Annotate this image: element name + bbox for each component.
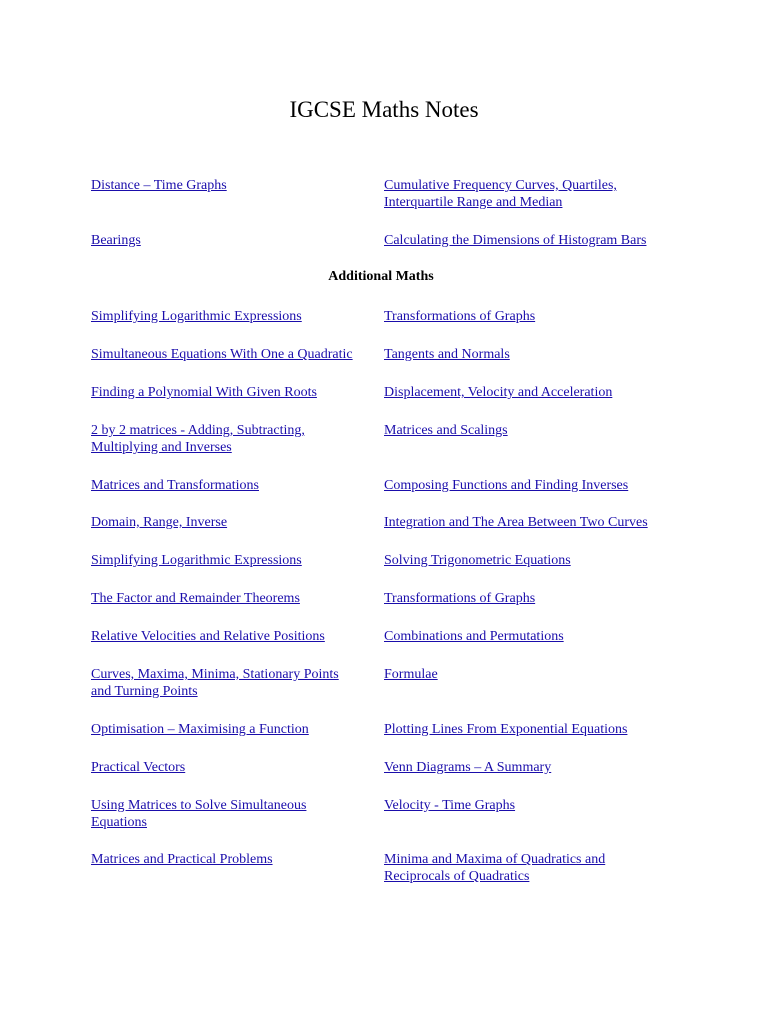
link-venn-diagrams[interactable]: Venn Diagrams – A Summary [384, 760, 552, 775]
link-optimisation[interactable]: Optimisation – Maximising a Function [91, 722, 309, 737]
link-line: 2 by 2 matrices - Adding, Subtracting, [91, 423, 305, 438]
link-combinations-permutations[interactable]: Combinations and Permutations [384, 629, 564, 644]
link-2x2-matrices[interactable] [91, 422, 305, 456]
link-line: Curves, Maxima, Minima, Stationary Points [91, 667, 339, 682]
section-heading-additional-maths: Additional Maths [328, 269, 434, 284]
link-factor-remainder[interactable]: The Factor and Remainder Theorems [91, 591, 300, 606]
link-domain-range-inverse[interactable]: Domain, Range, Inverse [91, 515, 228, 530]
link-line: Reciprocals of Quadratics [384, 869, 530, 884]
link-transformations-graphs-1[interactable]: Transformations of Graphs [384, 309, 536, 324]
link-distance-time-graphs[interactable]: Distance – Time Graphs [91, 178, 227, 193]
page-title: IGCSE Maths Notes [289, 97, 479, 122]
link-practical-vectors[interactable]: Practical Vectors [91, 760, 186, 775]
link-simultaneous-quadratic[interactable]: Simultaneous Equations With One a Quadratic [91, 347, 353, 362]
link-transformations-graphs-2[interactable]: Transformations of Graphs [384, 591, 536, 606]
link-minima-maxima-quadratics[interactable] [384, 851, 605, 885]
link-bearings[interactable]: Bearings [91, 233, 141, 248]
link-velocity-time-graphs[interactable]: Velocity - Time Graphs [384, 798, 516, 813]
link-formulae[interactable]: Formulae [384, 667, 438, 682]
link-displacement-velocity[interactable]: Displacement, Velocity and Acceleration [384, 385, 613, 400]
link-line: Multiplying and Inverses [91, 440, 232, 455]
link-matrices-simultaneous[interactable] [91, 797, 306, 831]
link-tangents-normals[interactable]: Tangents and Normals [384, 347, 510, 362]
link-integration-area[interactable]: Integration and The Area Between Two Curves [384, 515, 648, 530]
link-simplifying-log-2[interactable]: Simplifying Logarithmic Expressions [91, 553, 302, 568]
link-line: Equations [91, 815, 147, 830]
link-trig-equations[interactable]: Solving Trigonometric Equations [384, 553, 571, 568]
link-line: Cumulative Frequency Curves, Quartiles, [384, 178, 617, 193]
link-curves-maxima-minima[interactable] [91, 666, 339, 700]
link-matrices-transformations[interactable]: Matrices and Transformations [91, 478, 259, 493]
link-exponential-equations[interactable]: Plotting Lines From Exponential Equations [384, 722, 628, 737]
link-matrices-scalings[interactable]: Matrices and Scalings [384, 423, 508, 438]
link-line: and Turning Points [91, 684, 198, 699]
link-histogram-bars[interactable]: Calculating the Dimensions of Histogram Bars [384, 233, 647, 248]
link-relative-velocities[interactable]: Relative Velocities and Relative Positions [91, 629, 325, 644]
link-line: Using Matrices to Solve Simultaneous [91, 798, 307, 813]
link-simplifying-log-1[interactable]: Simplifying Logarithmic Expressions [91, 309, 302, 324]
link-polynomial-roots[interactable]: Finding a Polynomial With Given Roots [91, 385, 317, 400]
link-cumulative-frequency[interactable] [384, 177, 617, 211]
link-composing-functions[interactable]: Composing Functions and Finding Inverses [384, 478, 629, 493]
link-line: Interquartile Range and Median [384, 195, 563, 210]
link-line: Minima and Maxima of Quadratics and [384, 852, 606, 867]
link-matrices-practical[interactable]: Matrices and Practical Problems [91, 852, 273, 867]
